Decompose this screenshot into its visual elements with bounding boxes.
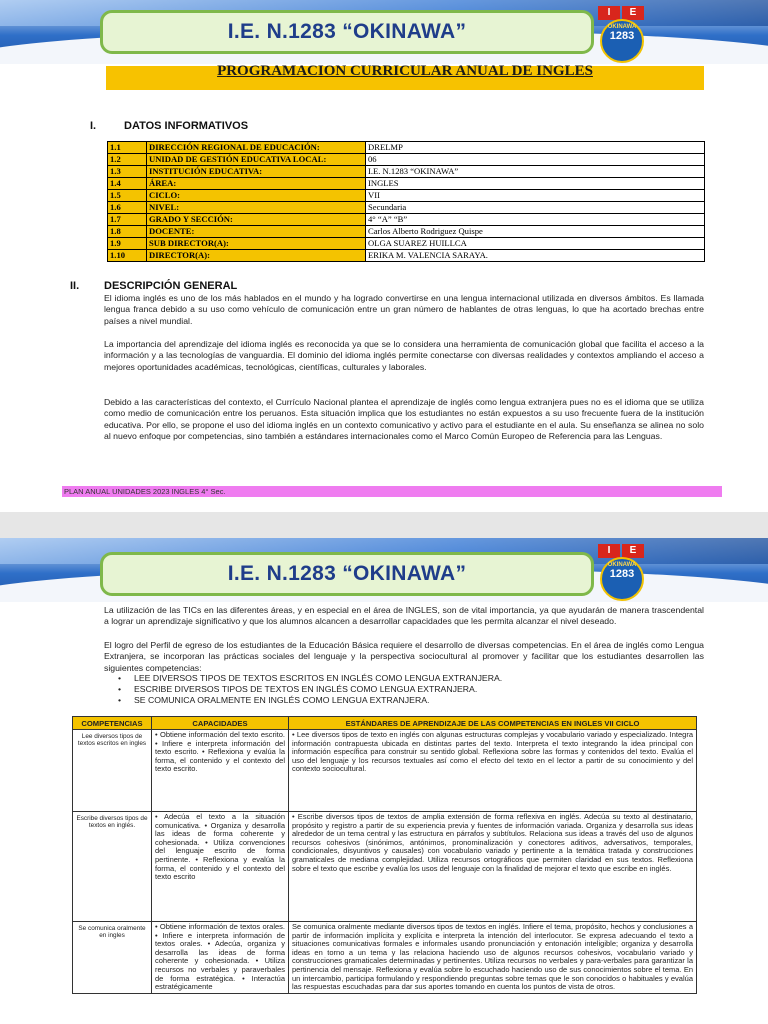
logo-seal-icon: [600, 19, 644, 63]
info-num: 1.8: [108, 226, 147, 238]
info-num: 1.10: [108, 250, 147, 262]
info-value: VII: [366, 190, 705, 202]
info-label: SUB DIRECTOR(A):: [147, 238, 366, 250]
competencies-table: [72, 716, 697, 994]
page-footer: PLAN ANUAL UNIDADES 2023 INGLES 4° Sec.: [62, 486, 722, 497]
program-title: PROGRAMACION CURRICULAR ANUAL DE INGLES: [217, 63, 593, 79]
school-title: I.E. N.1283 “OKINAWA”: [100, 10, 594, 54]
info-value: ERIKA M. VALENCIA SARAYA.: [366, 250, 705, 262]
info-num: 1.3: [108, 166, 147, 178]
profile-paragraph: El logro del Perfil de egreso de los estudiantes de la Educación Básica requiere el desarrollo de diversas competencias. En el área de inglés como Lengua Extranjera, se incorporan las prácticas sociales del lenguaje y la perspectiva sociocultural al promover y facilitar que los estudiantes desarrollen las siguientes competencias:: [104, 640, 704, 673]
info-label: ÁREA:: [147, 178, 366, 190]
table-row: [108, 142, 705, 154]
standard-cell: Se comunica oralmente mediante diversos tipos de textos en inglés. Infiere el tema, propósito, hechos y conclusiones a partir de información implícita y explícita e interpreta la intención del interlocutor. Se expresa adecuando el texto a situaciones comunicativas formales e informales usando pronunciación y entonación inteligible; organiza y desarrolla ideas en torno a un tema y las relaciona haciendo uso de algunos recursos cohesivos, vocabulario variado y construcciones gramaticales determinadas y pertinentes. Utiliza recursos no verbales y para-verbales para garantizar la pertinencia del mensaje. Reflexiona y evalúa sobre lo escuchado haciendo uso de sus conocimientos sobre el tema. En un intercambio, participa formulando y respondiendo preguntas sobre temas que le son conocidos o habituales y evalúa las respuestas escuchadas para dar sus aportes tomando en cuenta los puntos de vista de otros.: [289, 922, 697, 994]
info-num: 1.4: [108, 178, 147, 190]
list-item: • ESCRIBE DIVERSOS TIPOS DE TEXTOS EN INGLÉS COMO LENGUA EXTRANJERA.: [120, 684, 502, 695]
logo-flag-i: I: [598, 544, 620, 558]
table-row: [108, 250, 705, 262]
standard-cell: • Escribe diversos tipos de textos de amplia extensión de forma reflexiva en inglés. Adecúa su texto al destinatario, propósito y registro a partir de su experiencia previa y fuentes de información variada. Organiza y desarrolla sus ideas alrededor de un tema central y las estructura en párrafos y subtítulos. Relaciona sus ideas a través del uso de algunos recursos cohesivos (sinónimos, antónimos, pronominalización y conectores aditivos, adversativos, temporales, condicionales, disyuntivos y causales) con vocabulario variado y pertinente a la temática tratada y construcciones gramaticales de mediana complejidad. Utiliza recursos ortográficos que permiten claridad en sus textos. Reflexiona sobre el texto que escribe y evalúa los usos del lenguaje con la finalidad de mejorar el texto que escribe en inglés.: [289, 812, 697, 922]
table-row: [73, 812, 697, 922]
standard-cell: • Lee diversos tipos de texto en inglés con algunas estructuras complejas y vocabulario variado y especializado. Integra información contrapuesta ubicada en distintas partes del texto. Interpreta el texto integrando la idea principal con información específica para construir su sentido global. Reflexiona sobre las formas y contenidos del texto. Evalúa el uso del lenguaje y los recursos textuales así como el efecto del texto en el lector a partir de su conocimiento y del contexto sociocultural.: [289, 730, 697, 812]
info-value: INGLES: [366, 178, 705, 190]
table-row: [108, 238, 705, 250]
info-label: CICLO:: [147, 190, 366, 202]
logo-seal-top: OKINAWA: [607, 562, 637, 568]
info-value: DRELMP: [366, 142, 705, 154]
column-header: CAPACIDADES: [152, 717, 289, 730]
competency-cell: Se comunica oralmente en ingles: [73, 922, 152, 994]
info-label: DIRECCIÓN REGIONAL DE EDUCACIÓN:: [147, 142, 366, 154]
logo-seal-top: OKINAWA: [607, 24, 637, 30]
description-paragraph: La importancia del aprendizaje del idioma inglés es reconocida ya que se lo considera una herramienta de comunicación global que facilita el acceso a la información y a las tecnologías de vanguardia. El dominio del idioma inglés permite conectarse con diversas realidades y contextos ampliando el acceso a mejores oportunidades académicas, tecnológicas, científicas, culturales y laborales.: [104, 339, 704, 372]
school-logo: [596, 544, 646, 598]
column-header: ESTÁNDARES DE APRENDIZAJE DE LAS COMPETENCIAS EN INGLES VII CICLO: [289, 717, 697, 730]
table-row: [108, 214, 705, 226]
info-value: 06: [366, 154, 705, 166]
table-row: [108, 178, 705, 190]
logo-flags: [598, 6, 644, 20]
logo-flag-e: E: [622, 6, 644, 20]
column-header: COMPETENCIAS: [73, 717, 152, 730]
section-1-number: I.: [90, 120, 97, 132]
section-1-title: DATOS INFORMATIVOS: [124, 120, 249, 132]
capacities-cell: • Obtiene información del texto escrito. • Infiere e interpreta información del texto escrito. • Reflexiona y evalúa la forma, el contenido y el contexto del texto escrito.: [152, 730, 289, 812]
competency-cell: Escribe diversos tipos de textos en inglés.: [73, 812, 152, 922]
section-1-heading: [90, 120, 248, 132]
list-item: • SE COMUNICA ORALMENTE EN INGLÉS COMO LENGUA EXTRANJERA.: [120, 695, 502, 706]
capacities-cell: • Adecúa el texto a la situación comunicativa. • Organiza y desarrolla las ideas de forma coherente y cohesionada. • Utiliza convenciones del lenguaje escrito de forma pertinente. • Reflexiona y evalúa la forma, el contenido y el contexto del texto escrito: [152, 812, 289, 922]
info-table: [107, 141, 705, 262]
competency-list: [100, 673, 502, 707]
tics-paragraph: La utilización de las TICs en las diferentes áreas, y en especial en el área de INGLES, son de vital importancia, ya que ayudarán de manera trascendental a lograr un aprendizaje significativo y que los alumnos alcancen a desarrollar capacidades que les permita alcanzar el nivel deseado.: [104, 605, 704, 627]
info-value: OLGA SUAREZ HUILLCA: [366, 238, 705, 250]
info-num: 1.7: [108, 214, 147, 226]
info-label: DOCENTE:: [147, 226, 366, 238]
table-header-row: [73, 717, 697, 730]
section-2-heading: [70, 280, 237, 292]
info-num: 1.6: [108, 202, 147, 214]
info-value: 4° “A” “B”: [366, 214, 705, 226]
table-row: [108, 202, 705, 214]
info-label: DIRECTOR(A):: [147, 250, 366, 262]
capacities-cell: • Obtiene información de textos orales. • Infiere e interpreta información de textos orales. • Adecúa, organiza y desarrolla las ideas de forma coherente y cohesionada. • Utiliza recursos no verbales y paraverbales de forma estratégica. • Interactúa estratégicamente: [152, 922, 289, 994]
info-value: I.E. N.1283 “OKINAWA”: [366, 166, 705, 178]
table-row: [108, 190, 705, 202]
table-row: [73, 922, 697, 994]
logo-seal-number: 1283: [609, 568, 635, 580]
info-num: 1.9: [108, 238, 147, 250]
info-label: INSTITUCIÓN EDUCATIVA:: [147, 166, 366, 178]
logo-flags: [598, 544, 644, 558]
section-2-number: II.: [70, 280, 80, 292]
logo-flag-i: I: [598, 6, 620, 20]
section-2-title: DESCRIPCIÓN GENERAL: [104, 280, 238, 292]
table-row: [73, 730, 697, 812]
info-label: GRADO Y SECCIÓN:: [147, 214, 366, 226]
competency-cell: Lee diversos tipos de textos escritos en ingles: [73, 730, 152, 812]
table-row: [108, 154, 705, 166]
info-label: NIVEL:: [147, 202, 366, 214]
info-value: Carlos Alberto Rodriguez Quispe: [366, 226, 705, 238]
description-paragraph: El idioma inglés es uno de los más hablados en el mundo y ha logrado convertirse en una lengua internacional utilizada en diversos ámbitos. Es llamada lengua franca debido a su uso como vehículo de comunicación entre un gran número de hablantes de otras lenguas, lo que ha acortado brechas entre países a nivel mundial.: [104, 293, 704, 326]
info-num: 1.2: [108, 154, 147, 166]
table-row: [108, 166, 705, 178]
logo-seal-icon: [600, 557, 644, 601]
logo-seal-number: 1283: [609, 30, 635, 42]
school-title: I.E. N.1283 “OKINAWA”: [100, 552, 594, 596]
table-row: [108, 226, 705, 238]
info-num: 1.1: [108, 142, 147, 154]
logo-flag-e: E: [622, 544, 644, 558]
list-item: • LEE DIVERSOS TIPOS DE TEXTOS ESCRITOS EN INGLÉS COMO LENGUA EXTRANJERA.: [120, 673, 502, 684]
info-num: 1.5: [108, 190, 147, 202]
school-logo: [596, 6, 646, 60]
info-value: Secundaria: [366, 202, 705, 214]
info-label: UNIDAD DE GESTIÓN EDUCATIVA LOCAL:: [147, 154, 366, 166]
description-paragraph: Debido a las características del contexto, el Currículo Nacional plantea el aprendizaje de inglés como lengua extranjera pues no es el idioma que se utiliza como medio de comunicación entre los peruanos. Esta situación implica que los estudiantes no están expuestos a su uso frecuente fuera de la institución educativa. Por ello, se propone el uso del idioma inglés en un contexto comunicativo y activo para el estudiante en el aula. Su enseñanza se alinea no solo al nuevo enfoque por competencias, sino también a estándares internacionales como el Marco Común Europeo de Referencia para las Lenguas.: [104, 397, 704, 442]
